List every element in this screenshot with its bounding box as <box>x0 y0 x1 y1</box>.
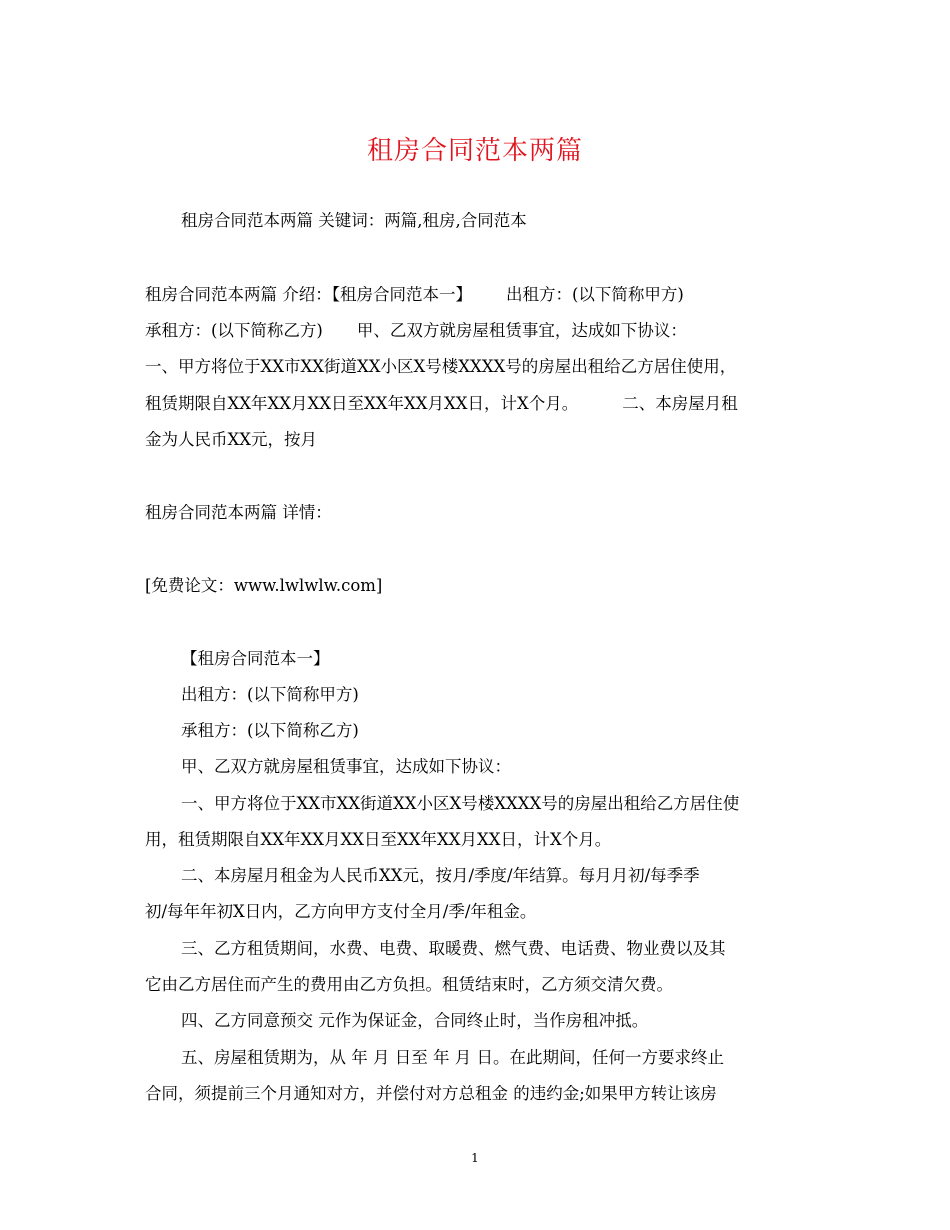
contract-heading: 【租房合同范本一】 <box>181 649 330 668</box>
lessor-line: 出租方：(以下简称甲方) <box>181 685 359 704</box>
document-title: 租房合同范本两篇 <box>366 136 583 166</box>
intro-line-1 <box>145 285 684 305</box>
clause-1-line-1: 一、甲方将位于XX市XX街道XX小区X号楼XXXX号的房屋出租给乙方居住使 <box>181 794 740 813</box>
intro-text: 二、本房屋月租 <box>622 394 738 413</box>
intro-text: 出租方：(以下简称甲方) <box>506 285 684 304</box>
clause-2-line-2: 初/每年年初X日内，乙方向甲方支付全月/季/年租金。 <box>145 902 537 921</box>
clause-4-line: 四、乙方同意预交 元作为保证金，合同终止时，当作房租冲抵。 <box>181 1011 649 1030</box>
lessee-line: 承租方：(以下简称乙方) <box>181 721 359 740</box>
details-label: 租房合同范本两篇 详情： <box>145 503 332 522</box>
intro-line-2 <box>145 321 687 341</box>
source-link[interactable]: [免费论文：www.lwlwlw.com] <box>145 576 383 595</box>
clause-5-line-2: 合同，须提前三个月通知对方，并偿付对方总租金 的违约金;如果甲方转让该房 <box>145 1084 717 1103</box>
intro-text: 租赁期限自XX年XX月XX日至XX年XX月XX日，计X个月。 <box>145 394 579 413</box>
intro-line-5: 金为人民币XX元，按月 <box>145 430 317 449</box>
intro-text: 甲、乙双方就房屋租赁事宜，达成如下协议： <box>356 321 687 340</box>
clause-2-line-1: 二、本房屋月租金为人民币XX元，按月/季度/年结算。每月月初/每季季 <box>181 866 700 885</box>
agreement-line: 甲、乙双方就房屋租赁事宜，达成如下协议： <box>181 757 511 776</box>
clause-5-line-1: 五、房屋租赁期为，从 年 月 日至 年 月 日。在此期间，任何一方要求终止 <box>181 1048 724 1067</box>
keywords-line: 租房合同范本两篇 关键词：两篇,租房,合同范本 <box>181 211 527 230</box>
clause-1-line-2: 用，租赁期限自XX年XX月XX日至XX年XX月XX日，计X个月。 <box>145 830 612 849</box>
intro-line-4 <box>145 394 738 414</box>
page-number: 1 <box>471 1151 479 1165</box>
intro-text: 承租方：(以下简称乙方) <box>145 321 323 340</box>
clause-3-line-2: 它由乙方居住而产生的费用由乙方负担。租赁结束时，乙方须交清欠费。 <box>145 975 673 994</box>
clause-3-line-1: 三、乙方租赁期间，水费、电费、取暖费、燃气费、电话费、物业费以及其 <box>181 939 726 958</box>
intro-line-3: 一、甲方将位于XX市XX街道XX小区X号楼XXXX号的房屋出租给乙方居住使用， <box>145 357 737 376</box>
intro-text: 租房合同范本两篇 介绍：【租房合同范本一】 <box>145 285 472 304</box>
